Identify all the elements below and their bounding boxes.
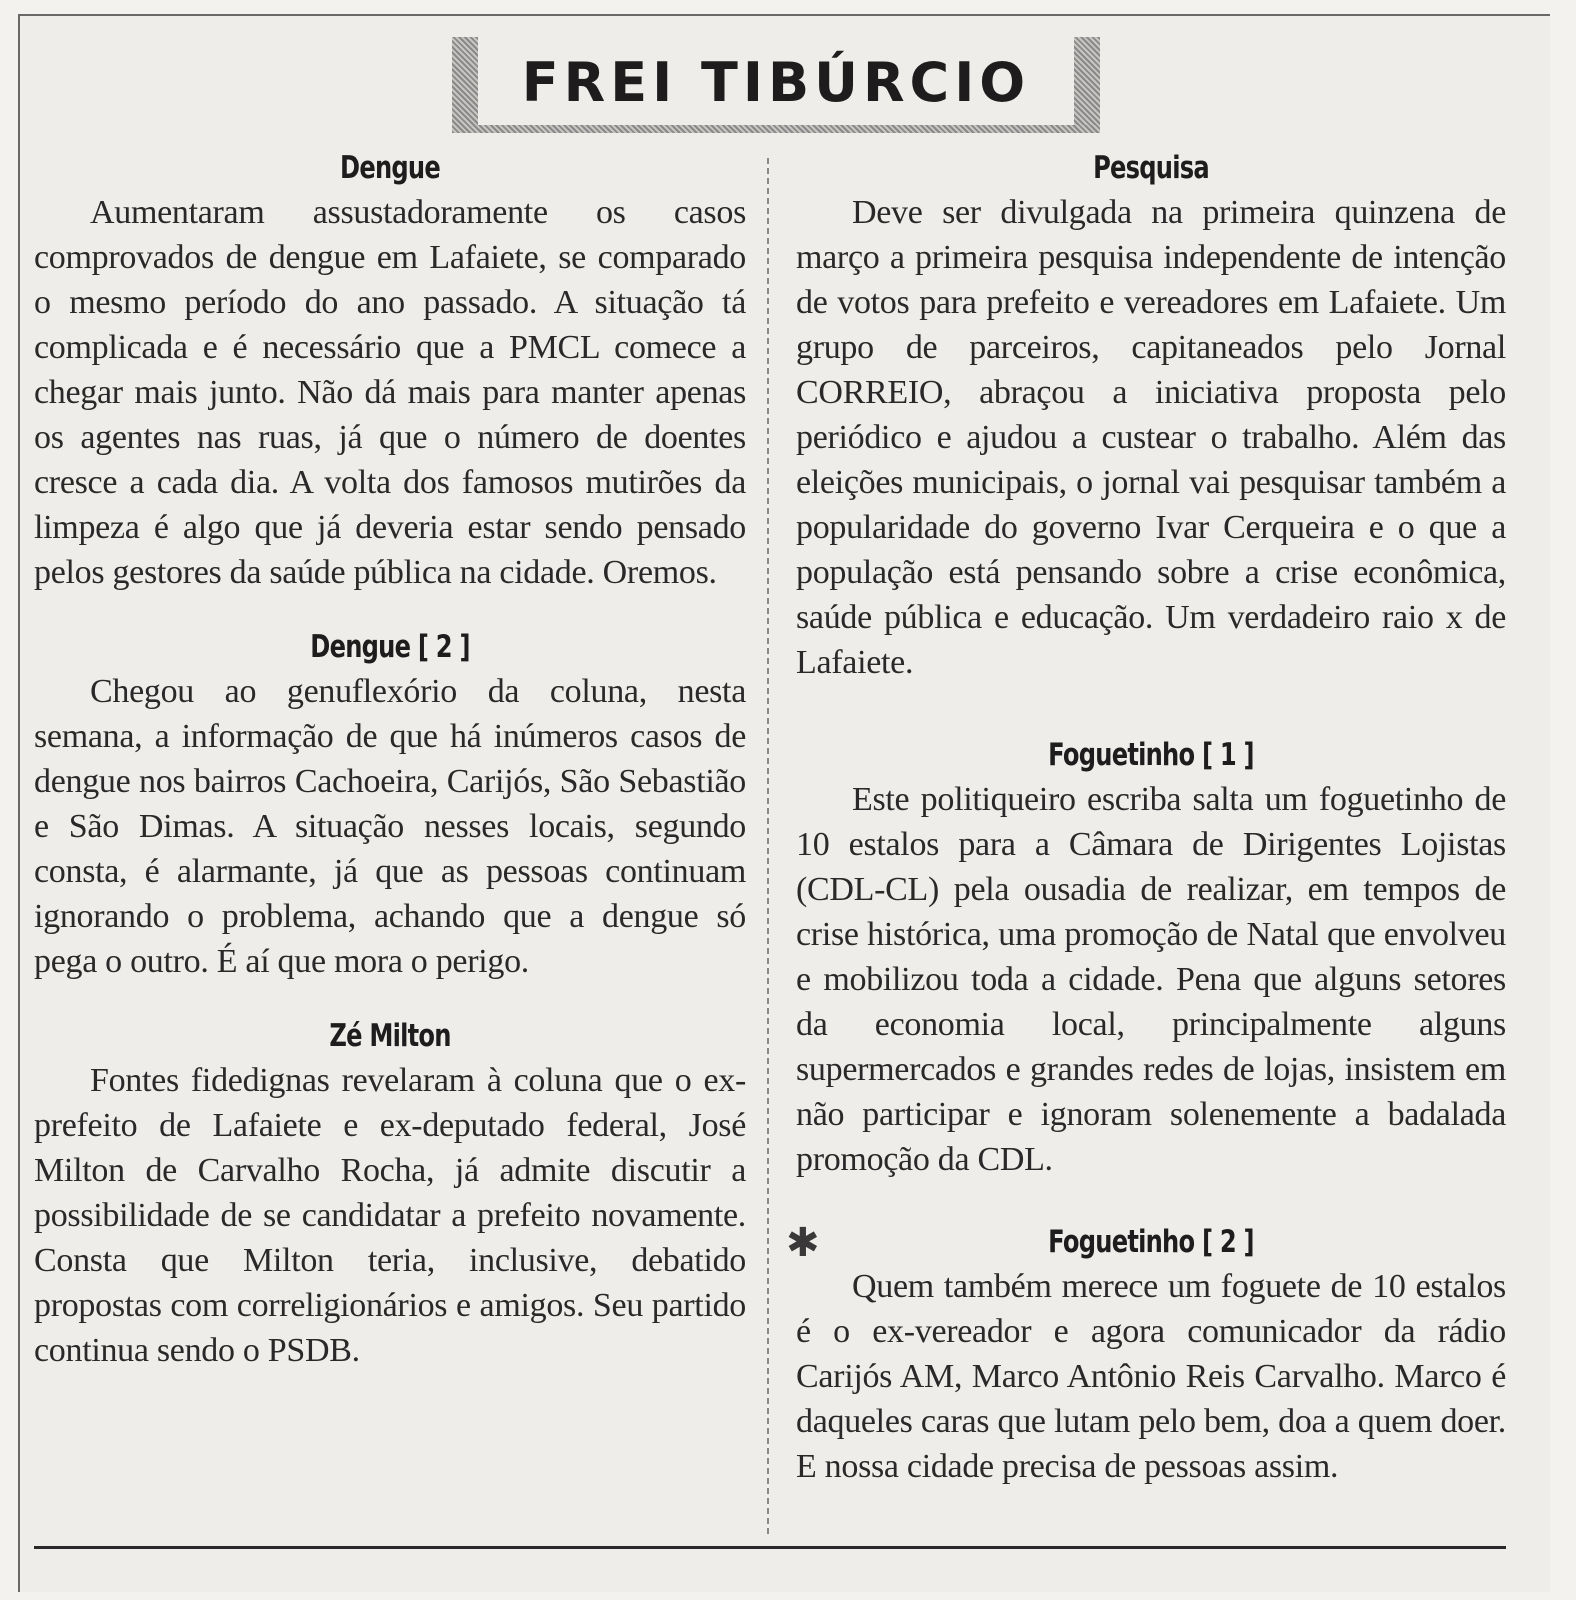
right-column	[796, 150, 1506, 1523]
article-body: Chegou ao genuflexório da coluna, nesta semana, a informação de que há inúmeros casos de dengue nos bairros Cachoeira, Carijós, São Sebastião e São Dimas. A situação nesses locais, segundo consta, é alarmante, já que as pessoas continuam ignorando o problema, achando que a dengue só pega o outro. É aí que mora o perigo.	[34, 673, 746, 980]
masthead-left-bar	[452, 37, 478, 133]
article-body: Deve ser divulgada na primeira quinzena de março a primeira pesquisa independente de intenção de votos para prefeito e vereadores em Lafaiete. Um grupo de parceiros, capitaneados pelo Jornal CORREIO, abraçou a iniciativa proposta pelo periódico e ajudou a custear o trabalho. Além das eleições municipais, o jornal vai pesquisar também a popularidade do governo Ivar Cerqueira e o que a população está pensando sobre a crise econômica, saúde pública e educação. Um verdadeiro raio x de Lafaiete.	[796, 194, 1506, 681]
article-heading: Dengue	[340, 150, 440, 186]
article-body: Este politiqueiro escriba salta um foguetinho de 10 estalos para a Câmara de Dirigentes Lojistas (CDL-CL) pela ousadia de realizar, em tempos de crise histórica, uma promoção de Natal que envolveu e mobilizou toda a cidade. Pena que alguns setores da economia local, principalmente alguns supermercados e grandes redes de lojas, insistem em não participar e ignoram solenemente a badalada promoção da CDL.	[796, 781, 1506, 1178]
article-heading: Dengue [ 2 ]	[310, 629, 470, 665]
column-title: FREI TIBÚRCIO	[521, 51, 1031, 114]
article-foguetinho-2	[796, 1224, 1506, 1489]
left-column	[34, 150, 746, 1407]
article-heading: Zé Milton	[329, 1018, 451, 1054]
article-body: Aumentaram assustadoramente os casos comprovados de dengue em Lafaiete, se comparado o mesmo período do ano passado. A situação tá complicada e é necessário que a PMCL comece a chegar mais junto. Não dá mais para manter apenas os agentes nas ruas, já que o número de doentes cresce a cada dia. A volta dos famosos mutirões da limpeza é algo que já deveria estar sendo pensado pelos gestores da saúde pública na cidade. Oremos.	[34, 194, 746, 591]
article-heading: Pesquisa	[1093, 150, 1209, 186]
article-heading: Foguetinho [ 1 ]	[1048, 737, 1254, 773]
article-ze-milton	[34, 1018, 746, 1373]
handwritten-star-mark: ✱	[786, 1220, 820, 1266]
article-dengue	[34, 150, 746, 595]
column-divider	[767, 158, 769, 1534]
article-foguetinho-1	[796, 737, 1506, 1182]
article-dengue-2	[34, 629, 746, 984]
column-masthead	[452, 37, 1100, 133]
article-body: Quem também merece um foguete de 10 estalos é o ex-vereador e agora comunicador da rádio Carijós AM, Marco Antônio Reis Carvalho. Marco é daqueles caras que lutam pelo bem, doa a quem doer. E nossa cidade precisa de pessoas assim.	[796, 1268, 1506, 1485]
masthead-right-bar	[1074, 37, 1100, 133]
article-pesquisa	[796, 150, 1506, 685]
masthead-underline	[452, 125, 1100, 133]
article-heading: Foguetinho [ 2 ]	[1048, 1224, 1254, 1260]
bottom-rule	[34, 1546, 1506, 1549]
article-body: Fontes fidedignas revelaram à coluna que o ex-prefeito de Lafaiete e ex-deputado federal, José Milton de Carvalho Rocha, já admite discutir a possibilidade de se candidatar a prefeito novamente. Consta que Milton teria, inclusive, debatido propostas com correligionários e amigos. Seu partido continua sendo o PSDB.	[34, 1062, 746, 1369]
